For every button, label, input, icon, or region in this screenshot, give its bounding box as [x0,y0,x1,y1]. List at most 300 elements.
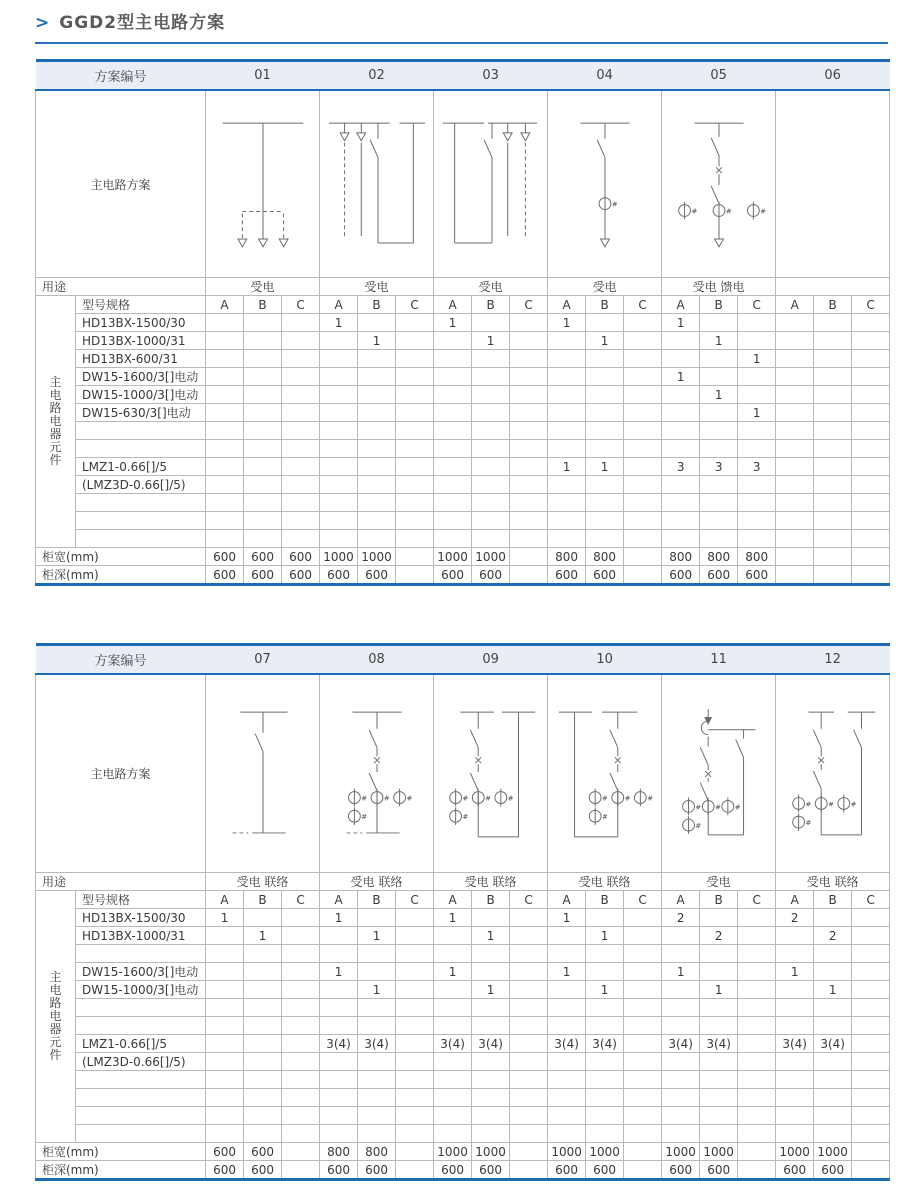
value-cell [206,332,244,350]
value-cell [510,909,548,927]
value-cell [206,494,244,512]
component-row [36,1053,890,1071]
cabinet-depth-cell [624,1161,662,1180]
circuit-diagram-07 [207,676,319,871]
value-cell [586,945,624,963]
value-cell [472,386,510,404]
cabinet-depth-cell: 600 [700,1161,738,1180]
value-cell [510,1107,548,1125]
row-label [76,1125,206,1143]
cabinet-width-cell: 1000 [700,1143,738,1161]
circuit-diagram-02 [321,92,433,276]
value-cell [434,512,472,530]
value-cell [624,368,662,386]
svg-text:#: # [691,207,697,216]
value-cell [396,332,434,350]
value-cell [814,494,852,512]
value-cell [396,1125,434,1143]
svg-text:#: # [646,794,653,803]
value-cell [738,314,776,332]
cabinet-depth-cell: 600 [662,1161,700,1180]
value-cell [396,404,434,422]
value-cell [852,422,890,440]
value-cell: 1 [548,909,586,927]
main-circuit-label: 主电路方案 [36,674,206,873]
value-cell: 3(4) [814,1035,852,1053]
value-cell [472,1089,510,1107]
subcol-header-04-B: B [586,296,624,314]
cabinet-depth-cell: 600 [738,566,776,585]
value-cell [320,530,358,548]
usage-cell-05: 受电 馈电 [662,278,776,296]
value-cell [434,386,472,404]
value-cell [434,332,472,350]
value-cell [206,963,244,981]
value-cell [396,909,434,927]
scheme-id-04: 04 [548,61,662,91]
value-cell [282,476,320,494]
value-cell [776,1017,814,1035]
value-cell [662,1089,700,1107]
circuit-diagram-cell-10 [548,674,662,873]
value-cell [396,1107,434,1125]
value-cell [852,332,890,350]
circuit-diagram-cell-08 [320,674,434,873]
svg-text:#: # [601,794,608,803]
value-cell [586,494,624,512]
value-cell [434,999,472,1017]
cabinet-width-cell: 1000 [662,1143,700,1161]
value-cell [776,1107,814,1125]
value-cell [282,963,320,981]
value-cell [548,404,586,422]
svg-text:#: # [725,207,732,216]
value-cell [244,1053,282,1071]
cabinet-depth-cell: 600 [776,1161,814,1180]
value-cell [624,945,662,963]
value-cell [244,1089,282,1107]
usage-cell-06 [776,278,890,296]
scheme-id-07: 07 [206,645,320,675]
value-cell [586,1053,624,1071]
value-cell [586,476,624,494]
value-cell [282,1089,320,1107]
value-cell [852,476,890,494]
svg-text:#: # [383,794,390,803]
value-cell [358,1071,396,1089]
value-cell [282,909,320,927]
svg-text:#: # [406,794,412,803]
usage-cell-10: 受电 联络 [548,873,662,891]
value-cell [472,1071,510,1089]
value-cell [852,458,890,476]
value-cell [396,314,434,332]
value-cell [700,909,738,927]
value-cell [738,386,776,404]
component-row [36,314,890,332]
row-label: DW15-1600/3[]电动 [76,368,206,386]
value-cell [738,440,776,458]
row-label [76,1089,206,1107]
component-row [36,1125,890,1143]
cabinet-width-cell: 1000 [472,1143,510,1161]
value-cell [244,350,282,368]
component-row [36,909,890,927]
value-cell [814,1053,852,1071]
value-cell [510,512,548,530]
circuit-diagram-cell-03 [434,90,548,278]
value-cell [814,963,852,981]
model-spec-header-row [36,296,890,314]
value-cell [814,530,852,548]
value-cell [282,494,320,512]
svg-text:#: # [734,803,741,812]
value-cell [244,494,282,512]
value-cell [282,999,320,1017]
value-cell [510,494,548,512]
value-cell [738,909,776,927]
cabinet-width-cell: 800 [738,548,776,566]
value-cell [852,1017,890,1035]
cabinet-width-cell: 800 [548,548,586,566]
value-cell [738,332,776,350]
value-cell [282,981,320,999]
circuit-diagram-12 [777,676,889,871]
svg-text:#: # [507,794,514,803]
value-cell [282,404,320,422]
value-cell [320,1107,358,1125]
value-cell [206,1107,244,1125]
value-cell [624,512,662,530]
value-cell [776,332,814,350]
component-row [36,476,890,494]
value-cell [206,1053,244,1071]
value-cell [320,1089,358,1107]
row-label: DW15-1000/3[]电动 [76,386,206,404]
value-cell: 1 [586,458,624,476]
value-cell [434,1017,472,1035]
value-cell [282,368,320,386]
component-row [36,422,890,440]
component-row [36,945,890,963]
value-cell [852,945,890,963]
row-label: LMZ1-0.66[]/5 [76,458,206,476]
value-cell [814,386,852,404]
usage-row [36,873,890,891]
value-cell [206,476,244,494]
value-cell [472,530,510,548]
subcol-header-02-C: C [396,296,434,314]
value-cell [206,440,244,458]
value-cell [472,422,510,440]
cabinet-width-cell [510,548,548,566]
scheme-id-09: 09 [434,645,548,675]
value-cell [662,530,700,548]
value-cell [700,1125,738,1143]
svg-text:#: # [462,794,468,803]
circuit-diagram-cell-07 [206,674,320,873]
value-cell [510,927,548,945]
svg-text:#: # [695,822,701,831]
value-cell [776,1053,814,1071]
row-label [76,999,206,1017]
cabinet-width-cell: 1000 [586,1143,624,1161]
components-group-label [36,891,76,1143]
value-cell [396,963,434,981]
value-cell [396,981,434,999]
value-cell: 3(4) [700,1035,738,1053]
cabinet-depth-label: 柜深(mm) [36,1161,206,1180]
components-group-label [36,296,76,548]
usage-label: 用途 [36,278,206,296]
value-cell: 1 [662,963,700,981]
circuit-diagram-cell-12 [776,674,890,873]
subcol-header-12-A: A [776,891,814,909]
value-cell [282,422,320,440]
value-cell [434,458,472,476]
value-cell [320,386,358,404]
value-cell [586,909,624,927]
cabinet-width-cell: 600 [282,548,320,566]
value-cell [738,512,776,530]
value-cell [244,512,282,530]
value-cell [738,530,776,548]
row-label: HD13BX-1500/30 [76,314,206,332]
value-cell [548,1089,586,1107]
value-cell [852,440,890,458]
value-cell [586,440,624,458]
value-cell [738,1035,776,1053]
value-cell [776,927,814,945]
value-cell [662,512,700,530]
row-label [76,512,206,530]
value-cell [396,476,434,494]
value-cell [320,422,358,440]
title-arrow-icon: > [35,13,51,33]
value-cell: 1 [434,314,472,332]
value-cell [700,422,738,440]
value-cell [282,945,320,963]
value-cell [852,1089,890,1107]
value-cell [548,386,586,404]
value-cell [624,494,662,512]
value-cell [434,1053,472,1071]
model-spec-label: 型号规格 [76,891,206,909]
value-cell [434,1125,472,1143]
value-cell [206,368,244,386]
circuit-diagram-cell-04 [548,90,662,278]
value-cell [624,1125,662,1143]
cabinet-depth-cell: 600 [320,566,358,585]
value-cell [738,1017,776,1035]
cabinet-depth-cell: 600 [548,1161,586,1180]
value-cell [738,999,776,1017]
cabinet-width-cell: 1000 [548,1143,586,1161]
value-cell [244,1035,282,1053]
components-vertical-label: 主 电 路 电 器 元 件 [49,970,62,1062]
value-cell [738,963,776,981]
value-cell [510,476,548,494]
cabinet-width-cell: 1000 [434,548,472,566]
value-cell [814,422,852,440]
cabinet-width-cell [282,1143,320,1161]
value-cell [586,404,624,422]
usage-cell-04: 受电 [548,278,662,296]
value-cell [320,512,358,530]
scheme-id-08: 08 [320,645,434,675]
value-cell [624,1071,662,1089]
value-cell [662,1053,700,1071]
value-cell [776,314,814,332]
value-cell [396,530,434,548]
value-cell [206,350,244,368]
cabinet-width-label: 柜宽(mm) [36,1143,206,1161]
value-cell [852,368,890,386]
value-cell [320,945,358,963]
value-cell [814,350,852,368]
value-cell [472,999,510,1017]
component-row [36,530,890,548]
value-cell: 3 [662,458,700,476]
usage-cell-01: 受电 [206,278,320,296]
scheme-id-12: 12 [776,645,890,675]
cabinet-depth-cell: 600 [358,1161,396,1180]
value-cell [700,1071,738,1089]
value-cell [700,963,738,981]
value-cell [206,1089,244,1107]
scheme-id-11: 11 [662,645,776,675]
subcol-header-06-B: B [814,296,852,314]
value-cell [320,368,358,386]
subcol-header-07-C: C [282,891,320,909]
value-cell [662,945,700,963]
circuit-diagram-05 [663,92,775,276]
value-cell [320,999,358,1017]
cabinet-width-cell: 1000 [358,548,396,566]
value-cell [396,350,434,368]
value-cell [738,494,776,512]
value-cell [320,927,358,945]
value-cell [206,1035,244,1053]
subcol-header-02-B: B [358,296,396,314]
cabinet-width-cell: 800 [662,548,700,566]
subcol-header-09-A: A [434,891,472,909]
value-cell [282,512,320,530]
value-cell [776,494,814,512]
value-cell [472,476,510,494]
value-cell [396,368,434,386]
value-cell [320,350,358,368]
row-label [76,494,206,512]
value-cell [510,963,548,981]
subcol-header-01-C: C [282,296,320,314]
value-cell [358,945,396,963]
component-row [36,927,890,945]
value-cell [624,1089,662,1107]
value-cell [396,1017,434,1035]
component-row [36,1017,890,1035]
value-cell [852,350,890,368]
value-cell [244,386,282,404]
value-cell [434,1089,472,1107]
cabinet-width-cell: 600 [206,548,244,566]
cabinet-width-label: 柜宽(mm) [36,548,206,566]
value-cell: 2 [814,927,852,945]
value-cell [852,1107,890,1125]
value-cell [852,530,890,548]
value-cell [396,458,434,476]
value-cell [282,440,320,458]
subcol-header-11-C: C [738,891,776,909]
cabinet-depth-cell [776,566,814,585]
value-cell [814,1089,852,1107]
value-cell [510,458,548,476]
value-cell [358,494,396,512]
value-cell [396,1089,434,1107]
value-cell [814,999,852,1017]
value-cell: 1 [548,963,586,981]
tables-root [0,59,900,1181]
value-cell [662,404,700,422]
cabinet-depth-cell: 600 [814,1161,852,1180]
value-cell [624,1107,662,1125]
value-cell [472,1125,510,1143]
value-cell [548,999,586,1017]
circuit-diagram-03 [435,92,547,276]
value-cell [206,927,244,945]
value-cell [358,1017,396,1035]
value-cell [358,404,396,422]
component-row [36,368,890,386]
value-cell [700,945,738,963]
value-cell [776,1125,814,1143]
cabinet-depth-cell: 600 [700,566,738,585]
svg-text:#: # [850,800,857,809]
value-cell: 3(4) [586,1035,624,1053]
subcol-header-06-A: A [776,296,814,314]
value-cell [396,494,434,512]
value-cell [662,476,700,494]
value-cell [586,350,624,368]
value-cell [776,1071,814,1089]
value-cell [510,530,548,548]
value-cell [358,458,396,476]
value-cell [586,512,624,530]
value-cell [662,999,700,1017]
component-row [36,1071,890,1089]
value-cell [700,314,738,332]
cabinet-depth-cell [396,1161,434,1180]
usage-cell-03: 受电 [434,278,548,296]
value-cell [244,368,282,386]
value-cell [244,963,282,981]
value-cell [434,981,472,999]
value-cell: 3(4) [434,1035,472,1053]
value-cell [586,1089,624,1107]
value-cell [320,1071,358,1089]
value-cell: 1 [320,314,358,332]
value-cell [586,386,624,404]
row-label [76,440,206,458]
value-cell: 3(4) [776,1035,814,1053]
circuit-diagram-09 [435,676,547,871]
value-cell [282,386,320,404]
subcol-header-10-B: B [586,891,624,909]
components-vertical-label: 主 电 路 电 器 元 件 [49,375,62,467]
row-label: DW15-1600/3[]电动 [76,963,206,981]
value-cell [358,1053,396,1071]
value-cell [700,350,738,368]
